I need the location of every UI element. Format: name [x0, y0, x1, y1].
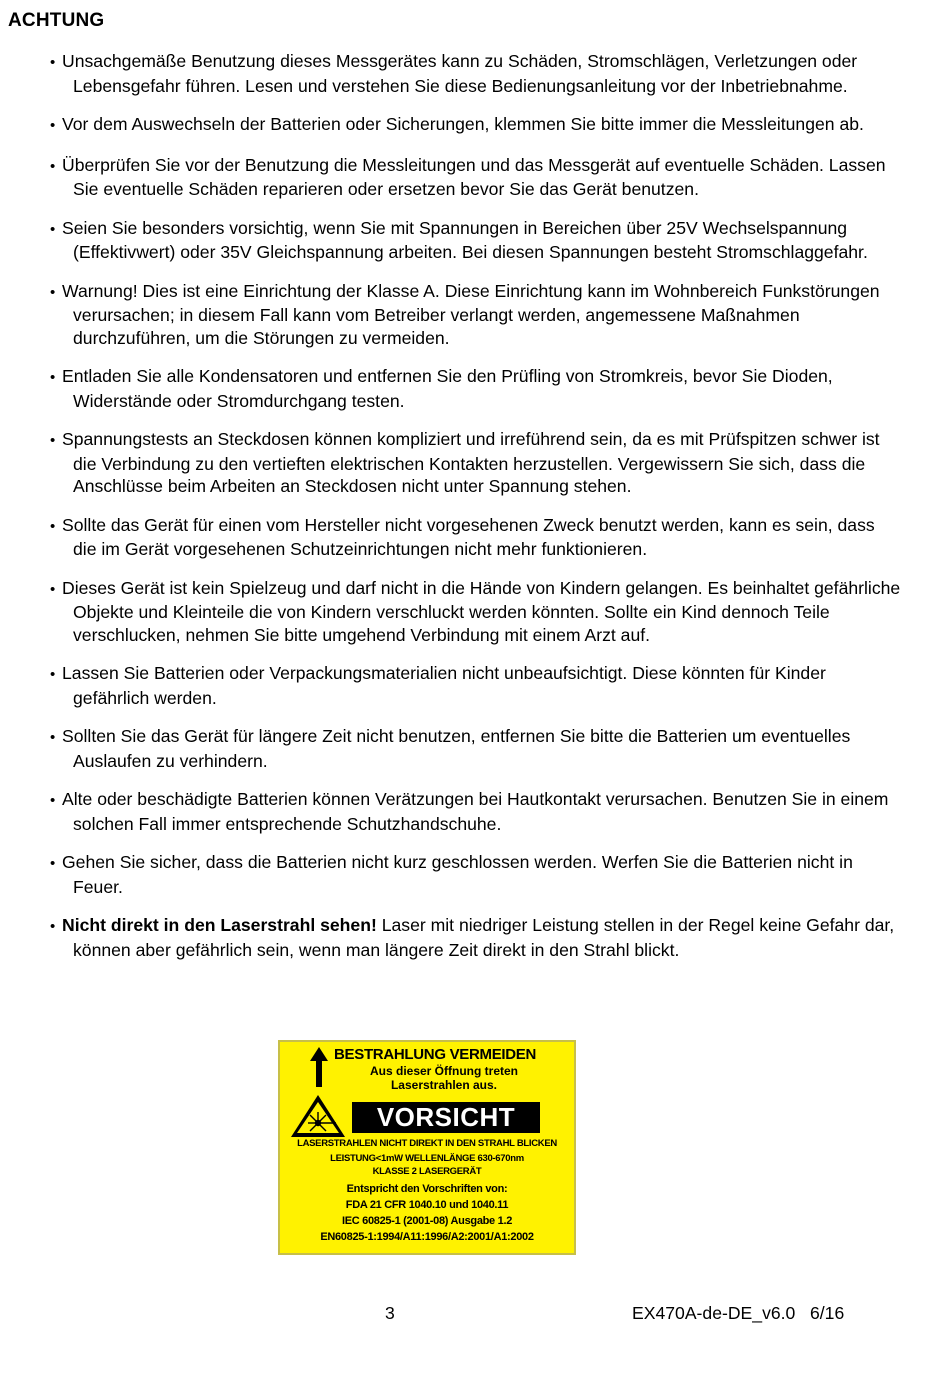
- list-item: [38, 577, 903, 647]
- label-subtitle-line: Aus dieser Öffnung treten: [369, 1064, 518, 1078]
- bullet-icon: •: [50, 432, 56, 449]
- label-line: LASERSTRAHLEN NICHT DIREKT IN DEN STRAHL BLICKEN: [297, 1138, 557, 1149]
- list-item: [38, 50, 903, 97]
- label-line: IEC 60825-1 (2001-08) Ausgabe 1.2: [341, 1215, 513, 1227]
- bullet-icon: •: [50, 918, 56, 935]
- document-id: EX470A-de-DE_v6.0 6/16: [632, 1303, 845, 1323]
- bullet-icon: •: [50, 855, 56, 872]
- label-subtitle: [334, 1064, 554, 1092]
- list-item-text: Sollten Sie das Gerät für längere Zeit nicht benutzen, entfernen Sie bitte die Batterien um eventuelles Auslaufen zu verhindern.: [62, 726, 851, 771]
- list-item-laser: [38, 914, 903, 961]
- label-line: LEISTUNG<1mW WELLENLÄNGE 630-670nm: [330, 1153, 524, 1164]
- label-line: FDA 21 CFR 1040.10 und 1040.11: [345, 1199, 509, 1211]
- bullet-icon: •: [50, 117, 56, 134]
- list-item-text: Unsachgemäße Benutzung dieses Messgerätes kann zu Schäden, Stromschlägen, Verletzungen oder Lebensgefahr führen. Lesen und verstehen Sie diese Bedienungsanleitung vor der Inbetriebnahme.: [62, 51, 858, 96]
- list-item: [38, 154, 903, 201]
- list-item: [38, 428, 903, 498]
- laser-warning-label: [278, 1040, 576, 1255]
- list-item-text: Spannungstests an Steckdosen können kompliziert und irreführend sein, da es mit Prüfspitzen schwer ist die Verbindung zu den vertieften elektrischen Kontakten herzustellen. Vergewissern Sie sich, dass die Anschlüsse beim Arbeiten an Steckdosen nicht unter Spannung stehen.: [62, 429, 880, 496]
- list-item: [38, 113, 903, 138]
- bullet-icon: •: [50, 580, 56, 598]
- warning-list: [38, 50, 903, 977]
- list-item-text: Dieses Gerät ist kein Spielzeug und darf nicht in die Hände von Kindern gelangen. Es beinhaltet gefährliche Objekte und Kleinteile die von Kindern verschluckt werden könnten. Sollte ein Kind dennoch Teile verschlucken, nehmen Sie bitte umgehend Verbindung mit einem Arzt auf.: [62, 577, 901, 645]
- list-item: [38, 365, 903, 412]
- list-item-text: Sollte das Gerät für einen vom Hersteller nicht vorgesehenen Zweck benutzt werden, kann es sein, dass die im Gerät vorgesehenen Schutzeinrichtungen nicht mehr funktionieren.: [62, 514, 875, 559]
- list-item: [38, 514, 903, 561]
- bullet-icon: •: [50, 517, 56, 535]
- list-item-text: Warnung! Dies ist eine Einrichtung der Klasse A. Diese Einrichtung kann im Wohnbereich Funkstörungen verursachen; in diesem Fall kann vom Betreiber verlangt werden, angemessene Maßnahmen durchzuführen, um die Störungen zu vermeiden.: [62, 280, 880, 348]
- bullet-icon: •: [50, 792, 56, 809]
- label-line: EN60825-1:1994/A11:1996/A2:2001/A1:2002: [320, 1231, 534, 1243]
- page-heading: ACHTUNG: [8, 10, 105, 31]
- page-number: 3: [385, 1303, 395, 1323]
- list-item-text: Gehen Sie sicher, dass die Batterien nicht kurz geschlossen werden. Werfen Sie die Batterien nicht in Feuer.: [62, 852, 853, 897]
- bullet-icon: •: [50, 283, 56, 301]
- list-item: [38, 725, 903, 772]
- bullet-icon: •: [50, 157, 56, 175]
- list-item: [38, 280, 903, 350]
- laser-hazard-icon: [290, 1094, 346, 1138]
- bullet-icon: •: [50, 369, 56, 386]
- arrow-up-icon: [310, 1047, 328, 1087]
- laser-warning-bold: Nicht direkt in den Laserstrahl sehen!: [62, 915, 377, 935]
- list-item-text: Überprüfen Sie vor der Benutzung die Messleitungen und das Messgerät auf eventuelle Schäden. Lassen Sie eventuelle Schäden reparieren oder ersetzen bevor Sie das Gerät benutzen.: [62, 154, 886, 199]
- label-subtitle-line: Laserstrahlen aus.: [390, 1078, 498, 1092]
- label-line: KLASSE 2 LASERGERÄT: [372, 1166, 482, 1177]
- list-item-text: Lassen Sie Batterien oder Verpackungsmaterialien nicht unbeaufsichtigt. Diese könnten für Kinder gefährlich werden.: [62, 663, 826, 708]
- list-item: [38, 851, 903, 898]
- bullet-icon: •: [50, 666, 56, 683]
- list-item: [38, 788, 903, 835]
- list-item-text: Seien Sie besonders vorsichtig, wenn Sie mit Spannungen in Bereichen über 25V Wechselspannung (Effektivwert) oder 35V Gleichspannung arbeiten. Bei diesen Spannungen besteht Stromschlaggefahr.: [62, 217, 868, 262]
- list-item-text: Vor dem Auswechseln der Batterien oder Sicherungen, klemmen Sie bitte immer die Messleitungen ab.: [62, 114, 864, 134]
- label-title: BESTRAHLUNG VERMEIDEN: [334, 1046, 537, 1063]
- list-item-text: Entladen Sie alle Kondensatoren und entfernen Sie den Prüfling von Stromkreis, bevor Sie Dioden, Widerstände oder Stromdurchgang testen.: [62, 366, 833, 411]
- label-line: Entspricht den Vorschriften von:: [346, 1183, 508, 1195]
- list-item: [38, 662, 903, 709]
- list-item-text: Alte oder beschädigte Batterien können Verätzungen bei Hautkontakt verursachen. Benutzen Sie in einem solchen Fall immer entsprechende Schutzhandschuhe.: [62, 789, 889, 834]
- bullet-icon: •: [50, 54, 56, 71]
- bullet-icon: •: [50, 729, 56, 746]
- list-item: [38, 217, 903, 264]
- bullet-icon: •: [50, 220, 56, 238]
- laser-warning-text: Laser mit niedriger Leistung stellen in der Regel keine Gefahr dar, können aber gefährlich sein, wenn man längere Zeit direkt in den Strahl blickt.: [73, 915, 895, 960]
- label-banner: VORSICHT: [352, 1102, 540, 1133]
